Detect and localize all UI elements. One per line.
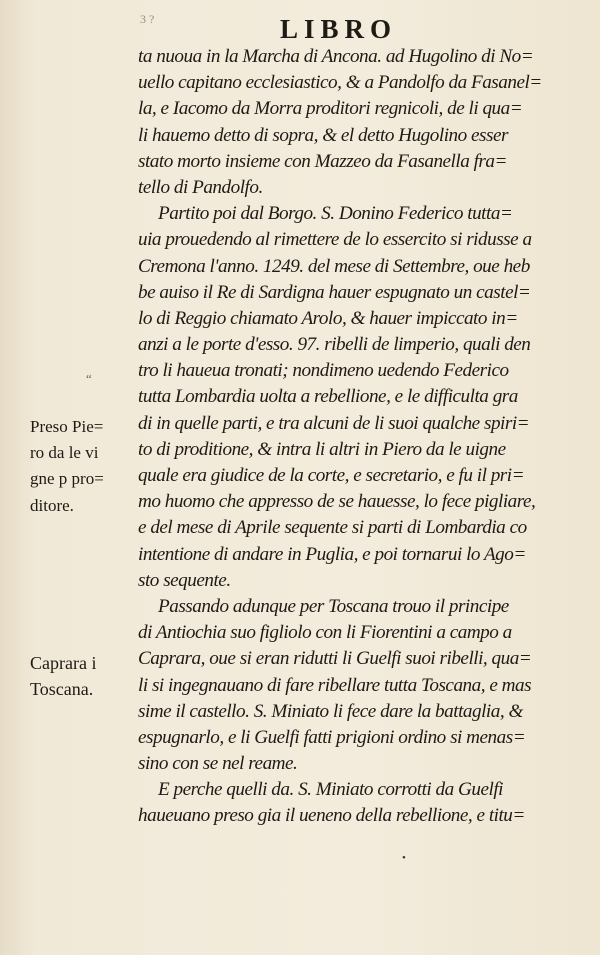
text-line: Partito poi dal Borgo. S. Donino Federico tutta=: [158, 203, 513, 225]
margin-note-line: Preso Pie=: [30, 417, 104, 436]
text-line: tello di Pandolfo.: [138, 176, 263, 198]
text-line: e del mese di Aprile sequente si parti di Lombardia co: [138, 517, 527, 539]
text-line: sto sequente.: [138, 569, 231, 591]
margin-note-line: ro da le vi: [30, 443, 99, 463]
text-line: di Antiochia suo figliolo con li Fiorentini a campo a: [138, 622, 512, 644]
margin-note-piero: [30, 414, 150, 519]
margin-note-line: gne p pro=: [30, 469, 104, 489]
folio-number: 3 ?: [140, 12, 155, 26]
margin-note-line: Caprara i: [30, 653, 97, 673]
text-line: mo huomo che appresso de se hauesse, lo fece pigliare,: [138, 491, 536, 513]
text-line: Caprara, oue si eran ridutti li Guelfi suoi ribelli, qua=: [138, 648, 532, 670]
text-line: E perche quelli da. S. Miniato corrotti da Guelfi: [158, 779, 503, 801]
text-line: be auiso il Re di Sardigna hauer espugnato un castel=: [138, 281, 531, 303]
text-line: anzi a le porte d'esso. 97. ribelli de limperio, quali den: [138, 334, 531, 356]
text-line: li hauemo detto di sopra, & el detto Hugolino esser: [138, 124, 508, 146]
text-line: lo di Reggio chiamato Arolo, & hauer impiccato in=: [138, 307, 518, 329]
text-line: di in quelle parti, e tra alcuni de li suoi qualche spiri=: [138, 412, 530, 434]
running-header: LIBRO: [280, 14, 398, 44]
text-line: haueuano preso gia il ueneno della rebellione, e titu=: [138, 805, 525, 827]
text-line: Cremona l'anno. 1249. del mese di Settembre, oue heb: [138, 255, 530, 277]
body-text: [138, 44, 574, 830]
signature-mark: •: [402, 852, 406, 864]
text-line: to di proditione, & intra li altri in Piero da le uigne: [138, 438, 506, 460]
text-line: espugnarlo, e li Guelfi fatti prigioni ordino si menas=: [138, 726, 526, 748]
text-line: quale era giudice de la corte, e secretario, e fu il pri=: [138, 465, 525, 486]
text-line: tutta Lombardia uolta a rebellione, e le difficulta gra: [138, 386, 518, 408]
margin-note-line: ditore.: [30, 495, 74, 515]
text-line: ta nuoua in la Marcha di Ancona. ad Hugolino di No=: [138, 46, 534, 67]
text-line: sime il castello. S. Miniato li fece dare la battaglia, &: [138, 700, 523, 722]
text-line: li si ingegnauano di fare ribellare tutta Toscana, e mas: [138, 674, 532, 696]
margin-mark: “: [86, 371, 92, 386]
text-line: sino con se nel reame.: [138, 753, 298, 775]
margin-note-line: Toscana.: [30, 679, 94, 700]
text-line: Passando adunque per Toscana trouo il principe: [158, 595, 509, 617]
text-line: uia prouedendo al rimettere de lo essercito si ridusse a: [138, 229, 532, 251]
text-line: intentione di andare in Puglia, e poi tornarui lo Ago=: [138, 543, 526, 565]
text-line: tro li haueua tronati; nondimeno uedendo Federico: [138, 360, 509, 382]
text-line: stato morto insieme con Mazzeo da Fasanella fra=: [138, 150, 507, 172]
text-line: uello capitano ecclesiastico, & a Pandolfo da Fasanel=: [138, 72, 542, 94]
text-line: la, e Iacomo da Morra proditori regnicoli, de li qua=: [138, 98, 523, 120]
margin-note-caprara: [30, 650, 150, 702]
